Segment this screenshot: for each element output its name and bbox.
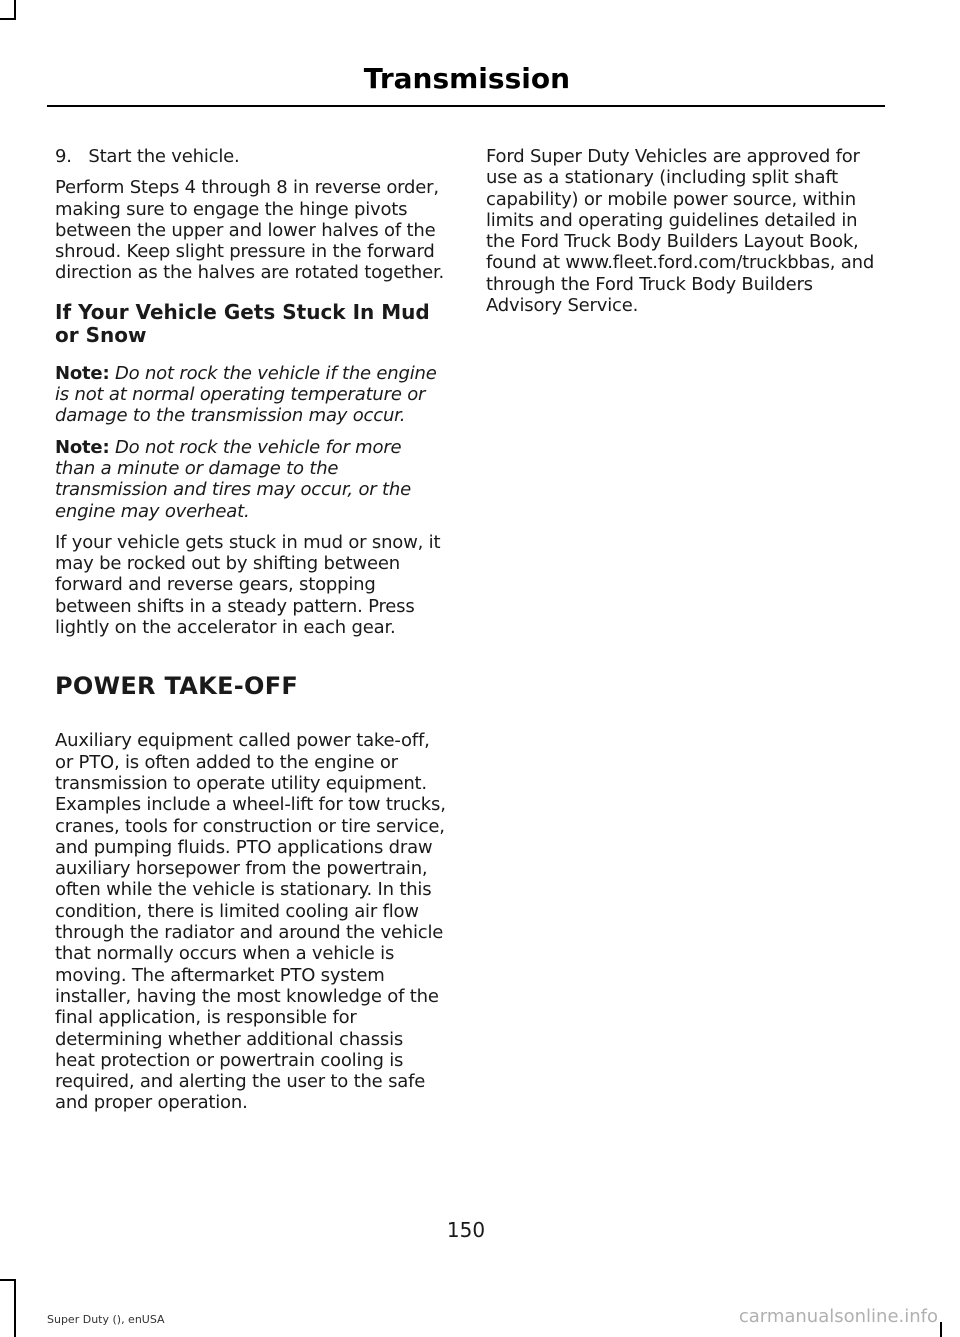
right-column	[486, 146, 880, 326]
note-rock-duration	[55, 437, 447, 522]
page-number: 150	[446, 1218, 486, 1242]
stuck-in-mud-heading: If Your Vehicle Gets Stuck In Mud or Snow	[55, 299, 430, 347]
note-label: Note:	[55, 436, 110, 458]
header-divider	[47, 105, 885, 107]
note-label: Note:	[55, 362, 110, 384]
page-header-title: Transmission	[363, 62, 570, 95]
footer-edition: Super Duty (), enUSA	[47, 1313, 165, 1326]
ford-approval-paragraph: Ford Super Duty Vehicles are approved for use as a stationary (including split shaft capability) or mobile power source, within limits and operating guidelines detailed in the Ford Truck Body Builders Layout Book, found at www.fleet.ford.com/truckbbas, and through the Ford Truck Body Builders Advisory Service.	[486, 146, 875, 317]
left-column	[55, 146, 447, 1124]
reverse-steps-paragraph: Perform Steps 4 through 8 in reverse order, making sure to engage the hinge pivots between the upper and lower halves of the shroud. Keep slight pressure in the forward direction as the halves are rotated together.	[55, 177, 445, 284]
note-text: Do not rock the vehicle for more than a minute or damage to the transmission and tires may occur, or the engine may overheat.	[55, 436, 411, 522]
crop-mark-bottom-right	[940, 1322, 942, 1337]
power-take-off-heading: POWER TAKE-OFF	[55, 672, 299, 701]
watermark: carmanualsonline.info	[738, 1306, 938, 1327]
note-text: Do not rock the vehicle if the engine is not at normal operating temperature or damage to the transmission may occur.	[55, 362, 437, 427]
note-engine-temperature	[55, 363, 447, 427]
pto-description-paragraph: Auxiliary equipment called power take-off, or PTO, is often added to the engine or transmission to operate utility equipment. Examples include a wheel-lift for tow trucks, cranes, tools for construction or tire service, and pumping fluids. PTO applications draw auxiliary horsepower from the powertrain, often while the vehicle is stationary. In this condition, there is limited cooling air flow through the radiator and around the vehicle that normally occurs when a vehicle is moving. The aftermarket PTO system installer, having the most knowledge of the final application, is responsible for determining whether additional chassis heat protection or powertrain cooling is required, and alerting the user to the safe and proper operation.	[55, 730, 446, 1114]
rocking-instructions-paragraph: If your vehicle gets stuck in mud or snow, it may be rocked out by shifting between forward and reverse gears, stopping between shifts in a steady pattern. Press lightly on the accelerator in each gear.	[55, 531, 441, 639]
crop-mark-bottom-left	[14, 1279, 16, 1337]
crop-mark-top-left-horizontal	[0, 18, 16, 20]
crop-mark-top-left	[14, 0, 16, 18]
crop-mark-bottom-left-horizontal	[0, 1279, 16, 1281]
step-nine: 9. Start the vehicle.	[55, 146, 240, 167]
